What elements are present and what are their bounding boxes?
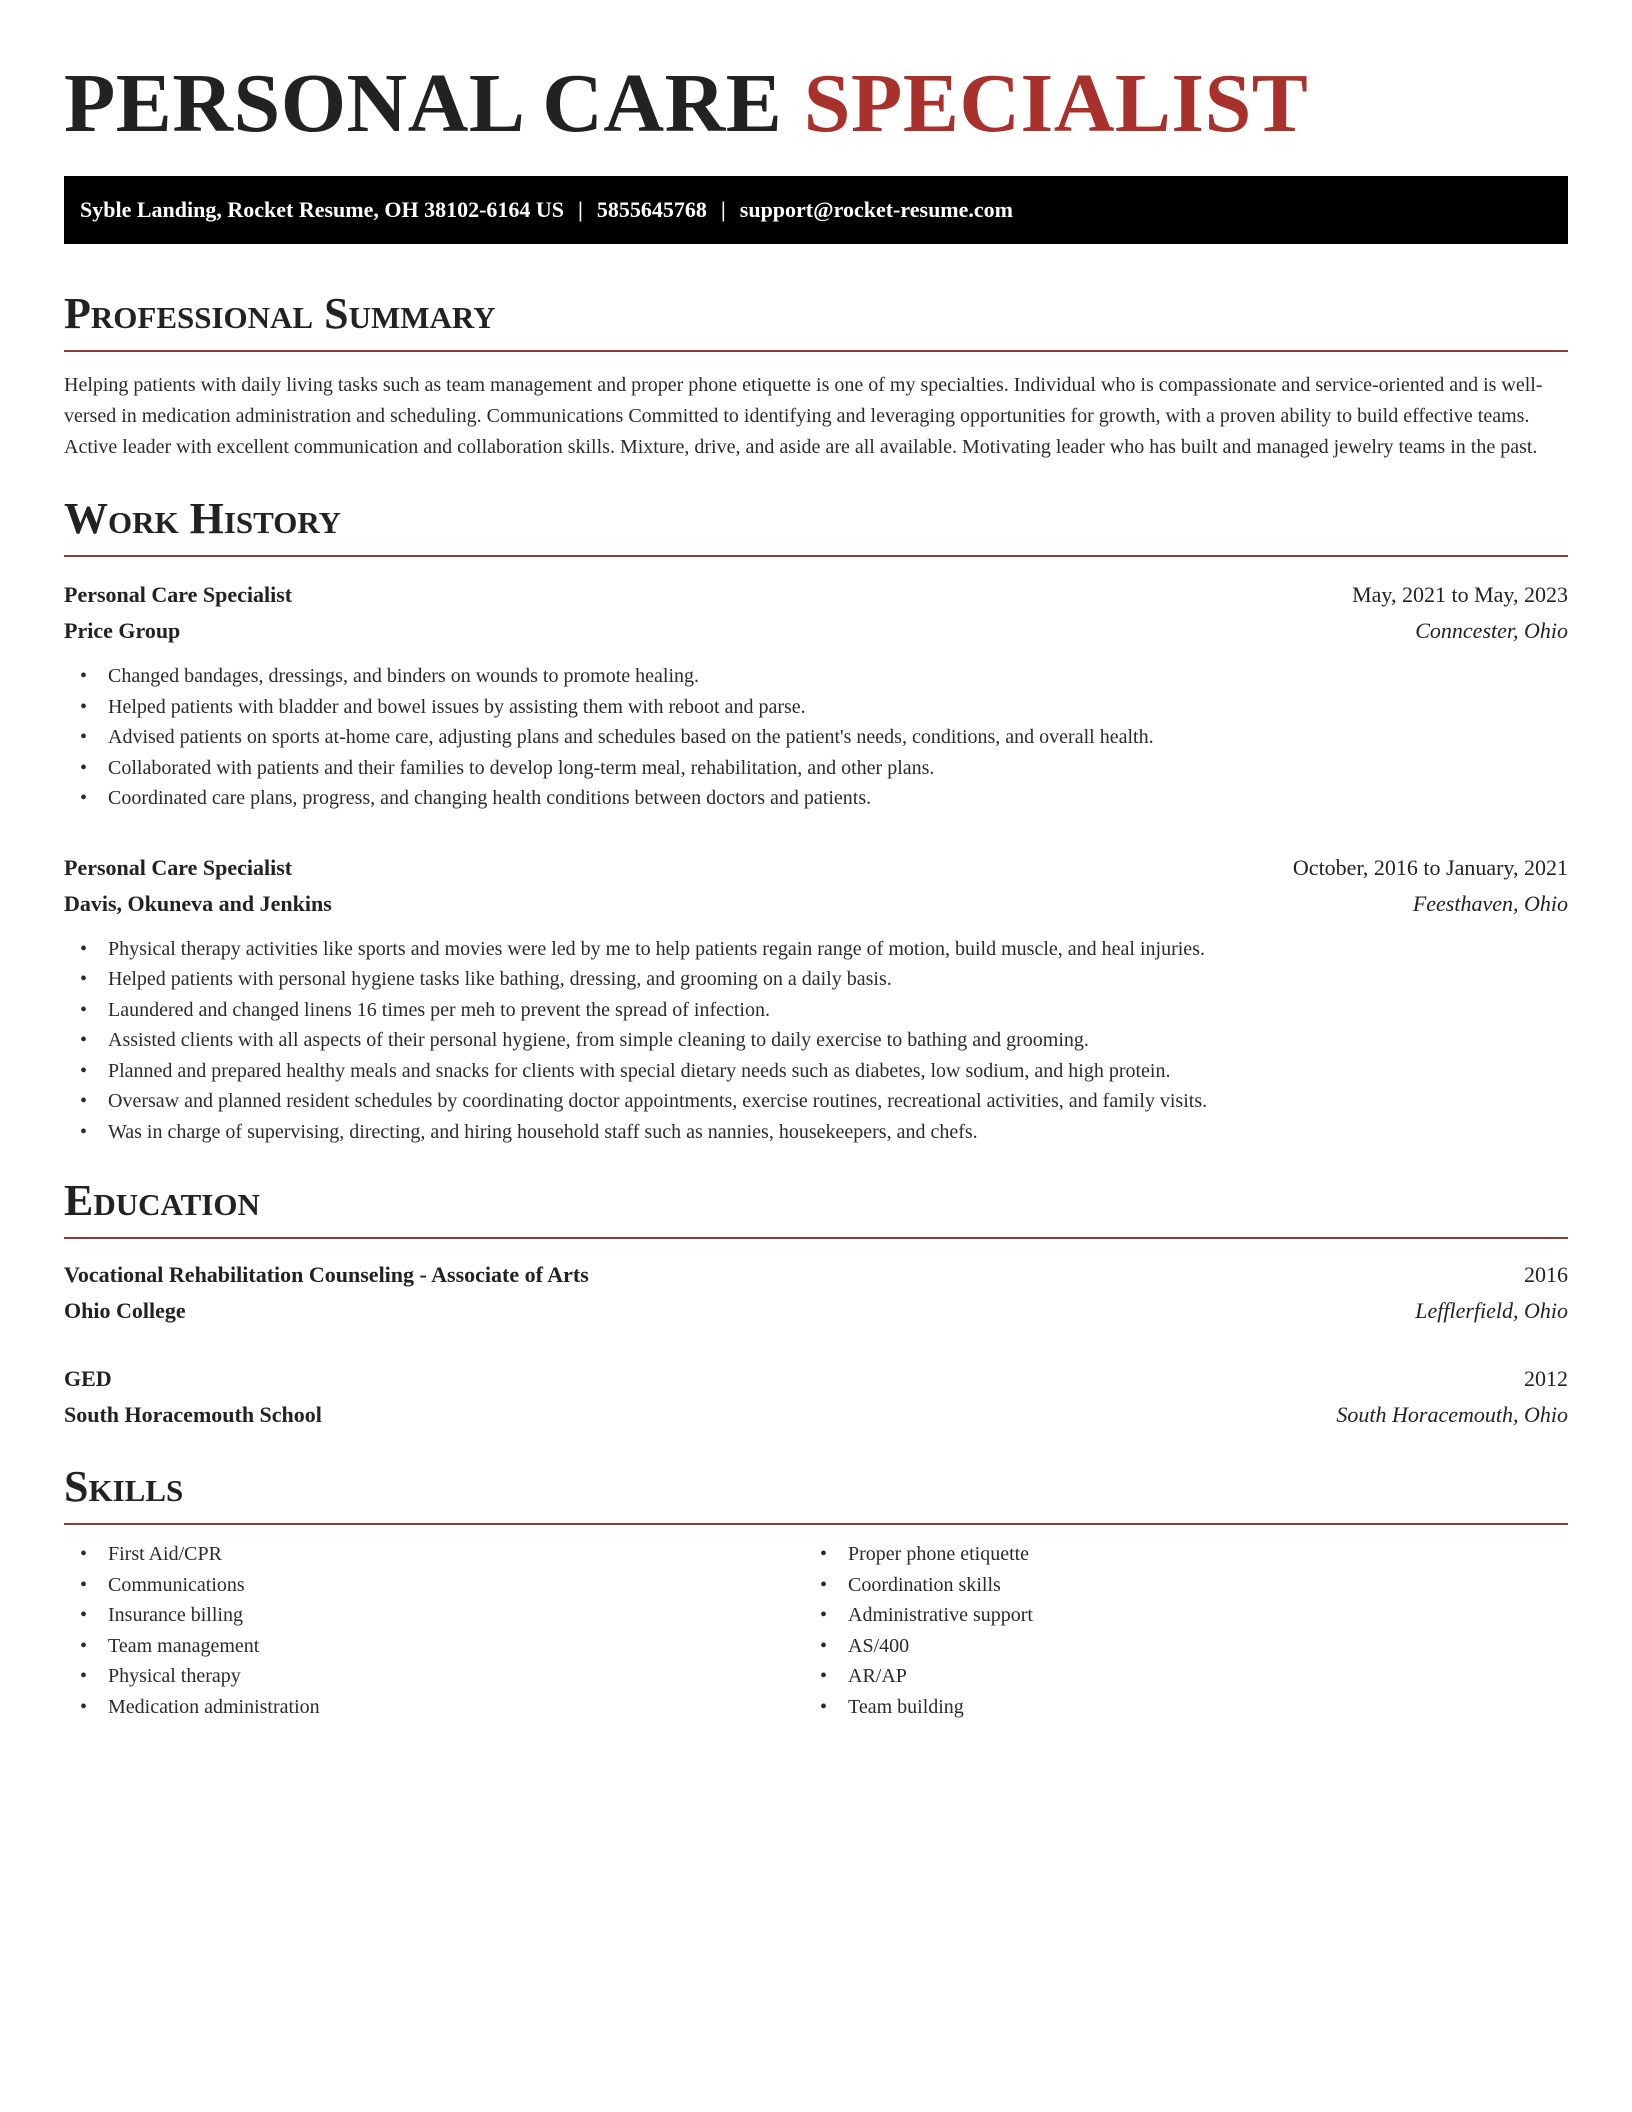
skills-grid bbox=[64, 1539, 1568, 1722]
job-bullet: • Collaborated with patients and their families to develop long-term meal, rehabilitation, and other plans. bbox=[80, 753, 1568, 784]
job-bullet: • Coordinated care plans, progress, and changing health conditions between doctors and patients. bbox=[80, 783, 1568, 814]
skills-column-right bbox=[804, 1539, 1544, 1722]
job-bullet: • Helped patients with bladder and bowel issues by assisting them with reboot and parse. bbox=[80, 692, 1568, 723]
skill-item: • Administrative support bbox=[820, 1600, 1544, 1631]
skill-item: • Team building bbox=[820, 1692, 1544, 1723]
skill-item: • AS/400 bbox=[820, 1631, 1544, 1662]
job-bullets bbox=[64, 661, 1568, 814]
job-bullets bbox=[64, 934, 1568, 1148]
skill-item: • Communications bbox=[80, 1570, 804, 1601]
skill-item: • Team management bbox=[80, 1631, 804, 1662]
education-year: 2012 bbox=[1524, 1366, 1568, 1391]
education-degree: GED bbox=[64, 1366, 112, 1391]
job-company: Davis, Okuneva and Jenkins bbox=[64, 890, 332, 916]
contact-bar bbox=[64, 176, 1568, 244]
job-dates: October, 2016 to January, 2021 bbox=[1292, 854, 1568, 880]
skill-item: • Medication administration bbox=[80, 1692, 804, 1723]
skill-item: • First Aid/CPR bbox=[80, 1539, 804, 1570]
job-company: Price Group bbox=[64, 618, 181, 643]
job-location: Feesthaven, Ohio bbox=[1412, 890, 1568, 916]
job-dates: May, 2021 to May, 2023 bbox=[1352, 582, 1568, 607]
skill-item: • Proper phone etiquette bbox=[820, 1539, 1544, 1570]
education-entry bbox=[64, 1257, 1568, 1329]
job-bullet: • Advised patients on sports at-home care, adjusting plans and schedules based on the patient's needs, conditions, and overall health. bbox=[80, 722, 1568, 753]
job-location: Conncester, Ohio bbox=[1415, 618, 1568, 643]
job-bullet: • Planned and prepared healthy meals and snacks for clients with special dietary needs such as diabetes, low sodium, and high protein. bbox=[80, 1056, 1568, 1087]
skills-heading: Skills bbox=[64, 1461, 1568, 1525]
contact-separator: | bbox=[578, 197, 583, 222]
job-bullet: • Changed bandages, dressings, and binders on wounds to promote healing. bbox=[80, 661, 1568, 692]
title-accent: SPECIALIST bbox=[803, 57, 1309, 150]
job-bullet: • Oversaw and planned resident schedules by coordinating doctor appointments, exercise routines, recreational activities, and family visits. bbox=[80, 1086, 1568, 1117]
education-location: South Horacemouth, Ohio bbox=[1336, 1402, 1568, 1427]
job-bullet: • Assisted clients with all aspects of their personal hygiene, from simple cleaning to daily exercise to bathing and grooming. bbox=[80, 1025, 1568, 1056]
job-entry bbox=[64, 577, 1568, 814]
job-entry bbox=[64, 850, 1568, 1148]
education-school: Ohio College bbox=[64, 1298, 186, 1323]
job-title: Personal Care Specialist bbox=[64, 854, 293, 880]
education-school: South Horacemouth School bbox=[64, 1402, 322, 1427]
job-title: Personal Care Specialist bbox=[64, 582, 293, 607]
education-entry bbox=[64, 1361, 1568, 1433]
summary-text: Helping patients with daily living tasks such as team management and proper phone etiquette is one of my specialties. Individual who is compassionate and service-oriented and is well-versed in medication administration and scheduling. Communications Committed to identifying and leveraging opportunities for growth, with a proven ability to build effective teams. Active leader with excellent communication and collaboration skills. Mixture, drive, and aside are all available. Motivating leader who has built and managed jewelry teams in the past. bbox=[64, 374, 1543, 458]
skill-item: • AR/AP bbox=[820, 1661, 1544, 1692]
job-bullet: • Laundered and changed linens 16 times per meh to prevent the spread of infection. bbox=[80, 995, 1568, 1026]
contact-separator: | bbox=[720, 197, 726, 222]
work-history-heading: Work History bbox=[64, 493, 1568, 557]
education-year: 2016 bbox=[1524, 1262, 1568, 1287]
job-bullet: • Physical therapy activities like sports and movies were led by me to help patients regain range of motion, build muscle, and heal injuries. bbox=[80, 934, 1568, 965]
skills-column-left bbox=[64, 1539, 804, 1722]
skill-item: • Physical therapy bbox=[80, 1661, 804, 1692]
contact-phone: 5855645768 bbox=[596, 197, 707, 222]
job-bullet: • Was in charge of supervising, directing, and hiring household staff such as nannies, housekeepers, and chefs. bbox=[80, 1117, 1568, 1148]
resume-title bbox=[64, 56, 1568, 152]
contact-address: Syble Landing, Rocket Resume, OH 38102-6164 US bbox=[80, 197, 565, 222]
education-location: Lefflerfield, Ohio bbox=[1415, 1298, 1568, 1323]
skill-item: • Insurance billing bbox=[80, 1600, 804, 1631]
job-bullet: • Helped patients with personal hygiene tasks like bathing, dressing, and grooming on a daily basis. bbox=[80, 964, 1568, 995]
title-main: PERSONAL CARE bbox=[64, 57, 783, 150]
education-heading: Education bbox=[64, 1175, 1568, 1239]
contact-email: support@rocket-resume.com bbox=[739, 197, 1013, 222]
education-degree: Vocational Rehabilitation Counseling - Associate of Arts bbox=[64, 1262, 589, 1287]
summary-heading: Professional Summary bbox=[64, 288, 1568, 352]
skill-item: • Coordination skills bbox=[820, 1570, 1544, 1601]
